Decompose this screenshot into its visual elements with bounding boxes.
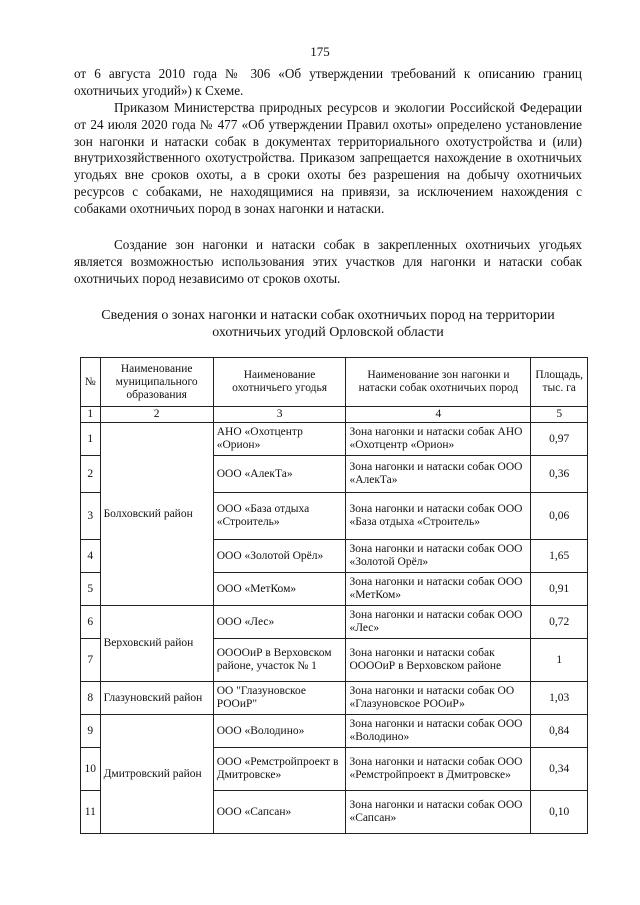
zone-cell: Зона нагонки и натаски собак ООО «МетКом»: [346, 573, 531, 606]
paragraph-3: Создание зон нагонки и натаски собак в закрепленных охотничьих угодьях является возможностью использования этих участков для нагонки и натаски собак охотничьих пород независимо от сроков охоты.: [74, 237, 582, 286]
column-number-row: [81, 407, 588, 423]
row-number: 11: [81, 791, 101, 834]
header-hunting-ground: Наименование охотничьего угодья: [213, 358, 346, 407]
area-cell: 0,36: [531, 456, 588, 493]
hunting-ground-cell: ООО «Ремстройпроект в Дмитровске»: [213, 748, 346, 791]
municipality-cell: Верховский район: [100, 606, 213, 682]
page-number: 175: [310, 44, 330, 59]
row-number: 5: [81, 573, 101, 606]
hunting-zones-table: [80, 357, 588, 834]
row-number: 9: [81, 715, 101, 748]
table-row: [81, 606, 588, 639]
header-area: Площадь, тыс. га: [531, 358, 588, 407]
header-num: №: [81, 358, 101, 407]
row-number: 8: [81, 682, 101, 715]
zone-cell: Зона нагонки и натаски собак ООО «Володино»: [346, 715, 531, 748]
area-cell: 1,03: [531, 682, 588, 715]
zone-cell: Зона нагонки и натаски собак ООО «База отдыха «Строитель»: [346, 493, 531, 540]
table-row: [81, 682, 588, 715]
table-row: [81, 715, 588, 748]
row-number: 6: [81, 606, 101, 639]
paragraph-2: Приказом Министерства природных ресурсов и экологии Российской Федерации от 24 июля 2020 года № 477 «Об утверждении Правил охоты» определено установление зон нагонки и натаски собак в документах территориального охотустройства и (или) внутрихозяйственного охотустройства. Приказом запрещается нахождение в охотничьих угодьях вне сроков охоты, а в сроки охоты без разрешения на добычу охотничьих ресурсов с собаками, не находящимися на привязи, за исключением нахождения с собаками охотничьих пород в зонах нагонки и натаски.: [74, 100, 582, 216]
area-cell: 0,10: [531, 791, 588, 834]
hunting-ground-cell: ООО «МетКом»: [213, 573, 346, 606]
row-number: 1: [81, 423, 101, 456]
hunting-ground-cell: ОО "Глазуновское РООиР": [213, 682, 346, 715]
municipality-cell: Болховский район: [100, 423, 213, 606]
zone-cell: Зона нагонки и натаски собак ООО «Лес»: [346, 606, 531, 639]
column-number: 5: [531, 407, 588, 423]
area-cell: 0,72: [531, 606, 588, 639]
municipality-cell: Дмитровский район: [100, 715, 213, 834]
row-number: 4: [81, 540, 101, 573]
hunting-ground-cell: ООО «АлекТа»: [213, 456, 346, 493]
column-number: 3: [213, 407, 346, 423]
row-number: 10: [81, 748, 101, 791]
zone-cell: Зона нагонки и натаски собак ОО «Глазуновское РООиР»: [346, 682, 531, 715]
column-number: 1: [81, 407, 101, 423]
hunting-ground-cell: ООО «Лес»: [213, 606, 346, 639]
area-cell: 0,97: [531, 423, 588, 456]
column-number: 2: [100, 407, 213, 423]
paragraph-1: от 6 августа 2010 года № 306 «Об утверждении требований к описанию границ охотничьих угодий») к Схеме.: [74, 66, 582, 98]
municipality-cell: Глазуновский район: [100, 682, 213, 715]
zone-cell: Зона нагонки и натаски собак ООО «АлекТа»: [346, 456, 531, 493]
table-header-row: [81, 358, 588, 407]
hunting-ground-cell: АНО «Охотцентр «Орион»: [213, 423, 346, 456]
column-number: 4: [346, 407, 531, 423]
zone-cell: Зона нагонки и натаски собак АНО «Охотцентр «Орион»: [346, 423, 531, 456]
row-number: 2: [81, 456, 101, 493]
table-caption: Сведения о зонах нагонки и натаски собак охотничьих пород на территории охотничьих угодий Орловской области: [101, 308, 555, 340]
zone-cell: Зона нагонки и натаски собак ООО «Сапсан»: [346, 791, 531, 834]
area-cell: 1: [531, 639, 588, 682]
hunting-ground-cell: ООО «Сапсан»: [213, 791, 346, 834]
zone-cell: Зона нагонки и натаски собак ООООиР в Верховском районе: [346, 639, 531, 682]
area-cell: 0,34: [531, 748, 588, 791]
hunting-ground-cell: ООО «База отдыха «Строитель»: [213, 493, 346, 540]
hunting-ground-cell: ООО «Золотой Орёл»: [213, 540, 346, 573]
header-municipality: Наименование муниципального образования: [100, 358, 213, 407]
area-cell: 1,65: [531, 540, 588, 573]
zone-cell: Зона нагонки и натаски собак ООО «Золотой Орёл»: [346, 540, 531, 573]
area-cell: 0,84: [531, 715, 588, 748]
table-row: [81, 423, 588, 456]
zone-cell: Зона нагонки и натаски собак ООО «Ремстройпроект в Дмитровске»: [346, 748, 531, 791]
row-number: 7: [81, 639, 101, 682]
area-cell: 0,91: [531, 573, 588, 606]
row-number: 3: [81, 493, 101, 540]
hunting-ground-cell: ООООиР в Верховском районе, участок № 1: [213, 639, 346, 682]
hunting-ground-cell: ООО «Володино»: [213, 715, 346, 748]
area-cell: 0,06: [531, 493, 588, 540]
header-zone: Наименование зон нагонки и натаски собак охотничьих пород: [346, 358, 531, 407]
